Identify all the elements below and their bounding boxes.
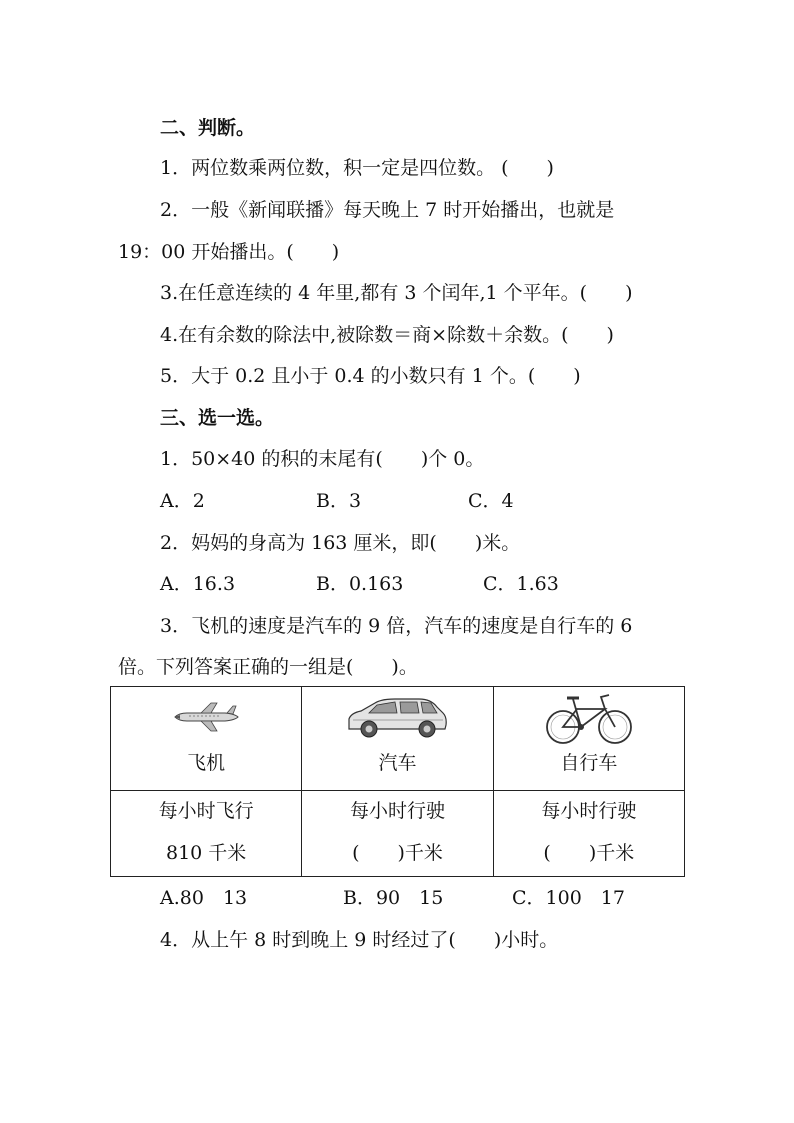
choice-question-2-option-a: A．16.3 [160,573,236,595]
judge-question-2-line-2: 19：00 开始播出。( ) [118,241,340,263]
choice-question-1: 1．50×40 的积的末尾有( )个 0。 [160,448,485,470]
choice-question-3-option-c: C．100 17 [512,887,625,909]
airplane-icon [171,701,241,733]
judge-question-4: 4.在有余数的除法中,被除数＝商×除数＋余数。( ) [160,324,614,346]
choice-question-3-line-2: 倍。下列答案正确的一组是( )。 [118,656,418,678]
table-header-bike: 自行车 [560,752,618,774]
judge-question-2-line-1: 2．一般《新闻联播》每天晚上 7 时开始播出，也就是 [160,199,615,221]
car-speed-blank: ( )千米 [352,842,443,864]
table-header-plane: 飞机 [187,752,226,774]
table-cell-car [302,687,493,791]
choice-question-2-option-c: C．1.63 [483,573,559,595]
plane-speed-label: 每小时飞行 [158,800,254,822]
choice-question-1-option-c: C．4 [468,490,514,512]
choice-question-2: 2．妈妈的身高为 163 厘米，即( )米。 [160,532,521,554]
section-2-title: 二、判断。 [160,117,256,139]
table-cell-bike-speed [493,791,684,877]
choice-question-3-option-a: A.80 13 [160,887,248,909]
section-3-title: 三、选一选。 [160,407,275,429]
choice-question-1-option-b: B．3 [316,490,362,512]
plane-speed-value: 810 千米 [166,842,247,864]
bike-speed-label: 每小时行驶 [541,800,637,822]
judge-question-3: 3.在任意连续的 4 年里,都有 3 个闰年,1 个平年。( ) [160,282,633,304]
table-cell-plane-speed [111,791,302,877]
choice-question-1-option-a: A．2 [160,490,205,512]
table-header-car: 汽车 [378,752,417,774]
bicycle-icon [543,689,635,745]
table-cell-plane [111,687,302,791]
choice-question-2-option-b: B．0.163 [316,573,404,595]
car-speed-label: 每小时行驶 [349,800,445,822]
judge-question-5: 5．大于 0.2 且小于 0.4 的小数只有 1 个。( ) [160,365,581,387]
speed-table [110,686,685,877]
choice-question-3-option-b: B．90 15 [343,887,444,909]
judge-question-1: 1．两位数乘两位数，积一定是四位数。 ( ) [160,157,554,179]
choice-question-3-line-1: 3．飞机的速度是汽车的 9 倍，汽车的速度是自行车的 6 [160,615,633,637]
car-icon [345,693,449,741]
bike-speed-blank: ( )千米 [543,842,635,864]
table-cell-bike [493,687,684,791]
table-cell-car-speed [302,791,493,877]
choice-question-4: 4．从上午 8 时到晚上 9 时经过了( )小时。 [160,929,559,951]
